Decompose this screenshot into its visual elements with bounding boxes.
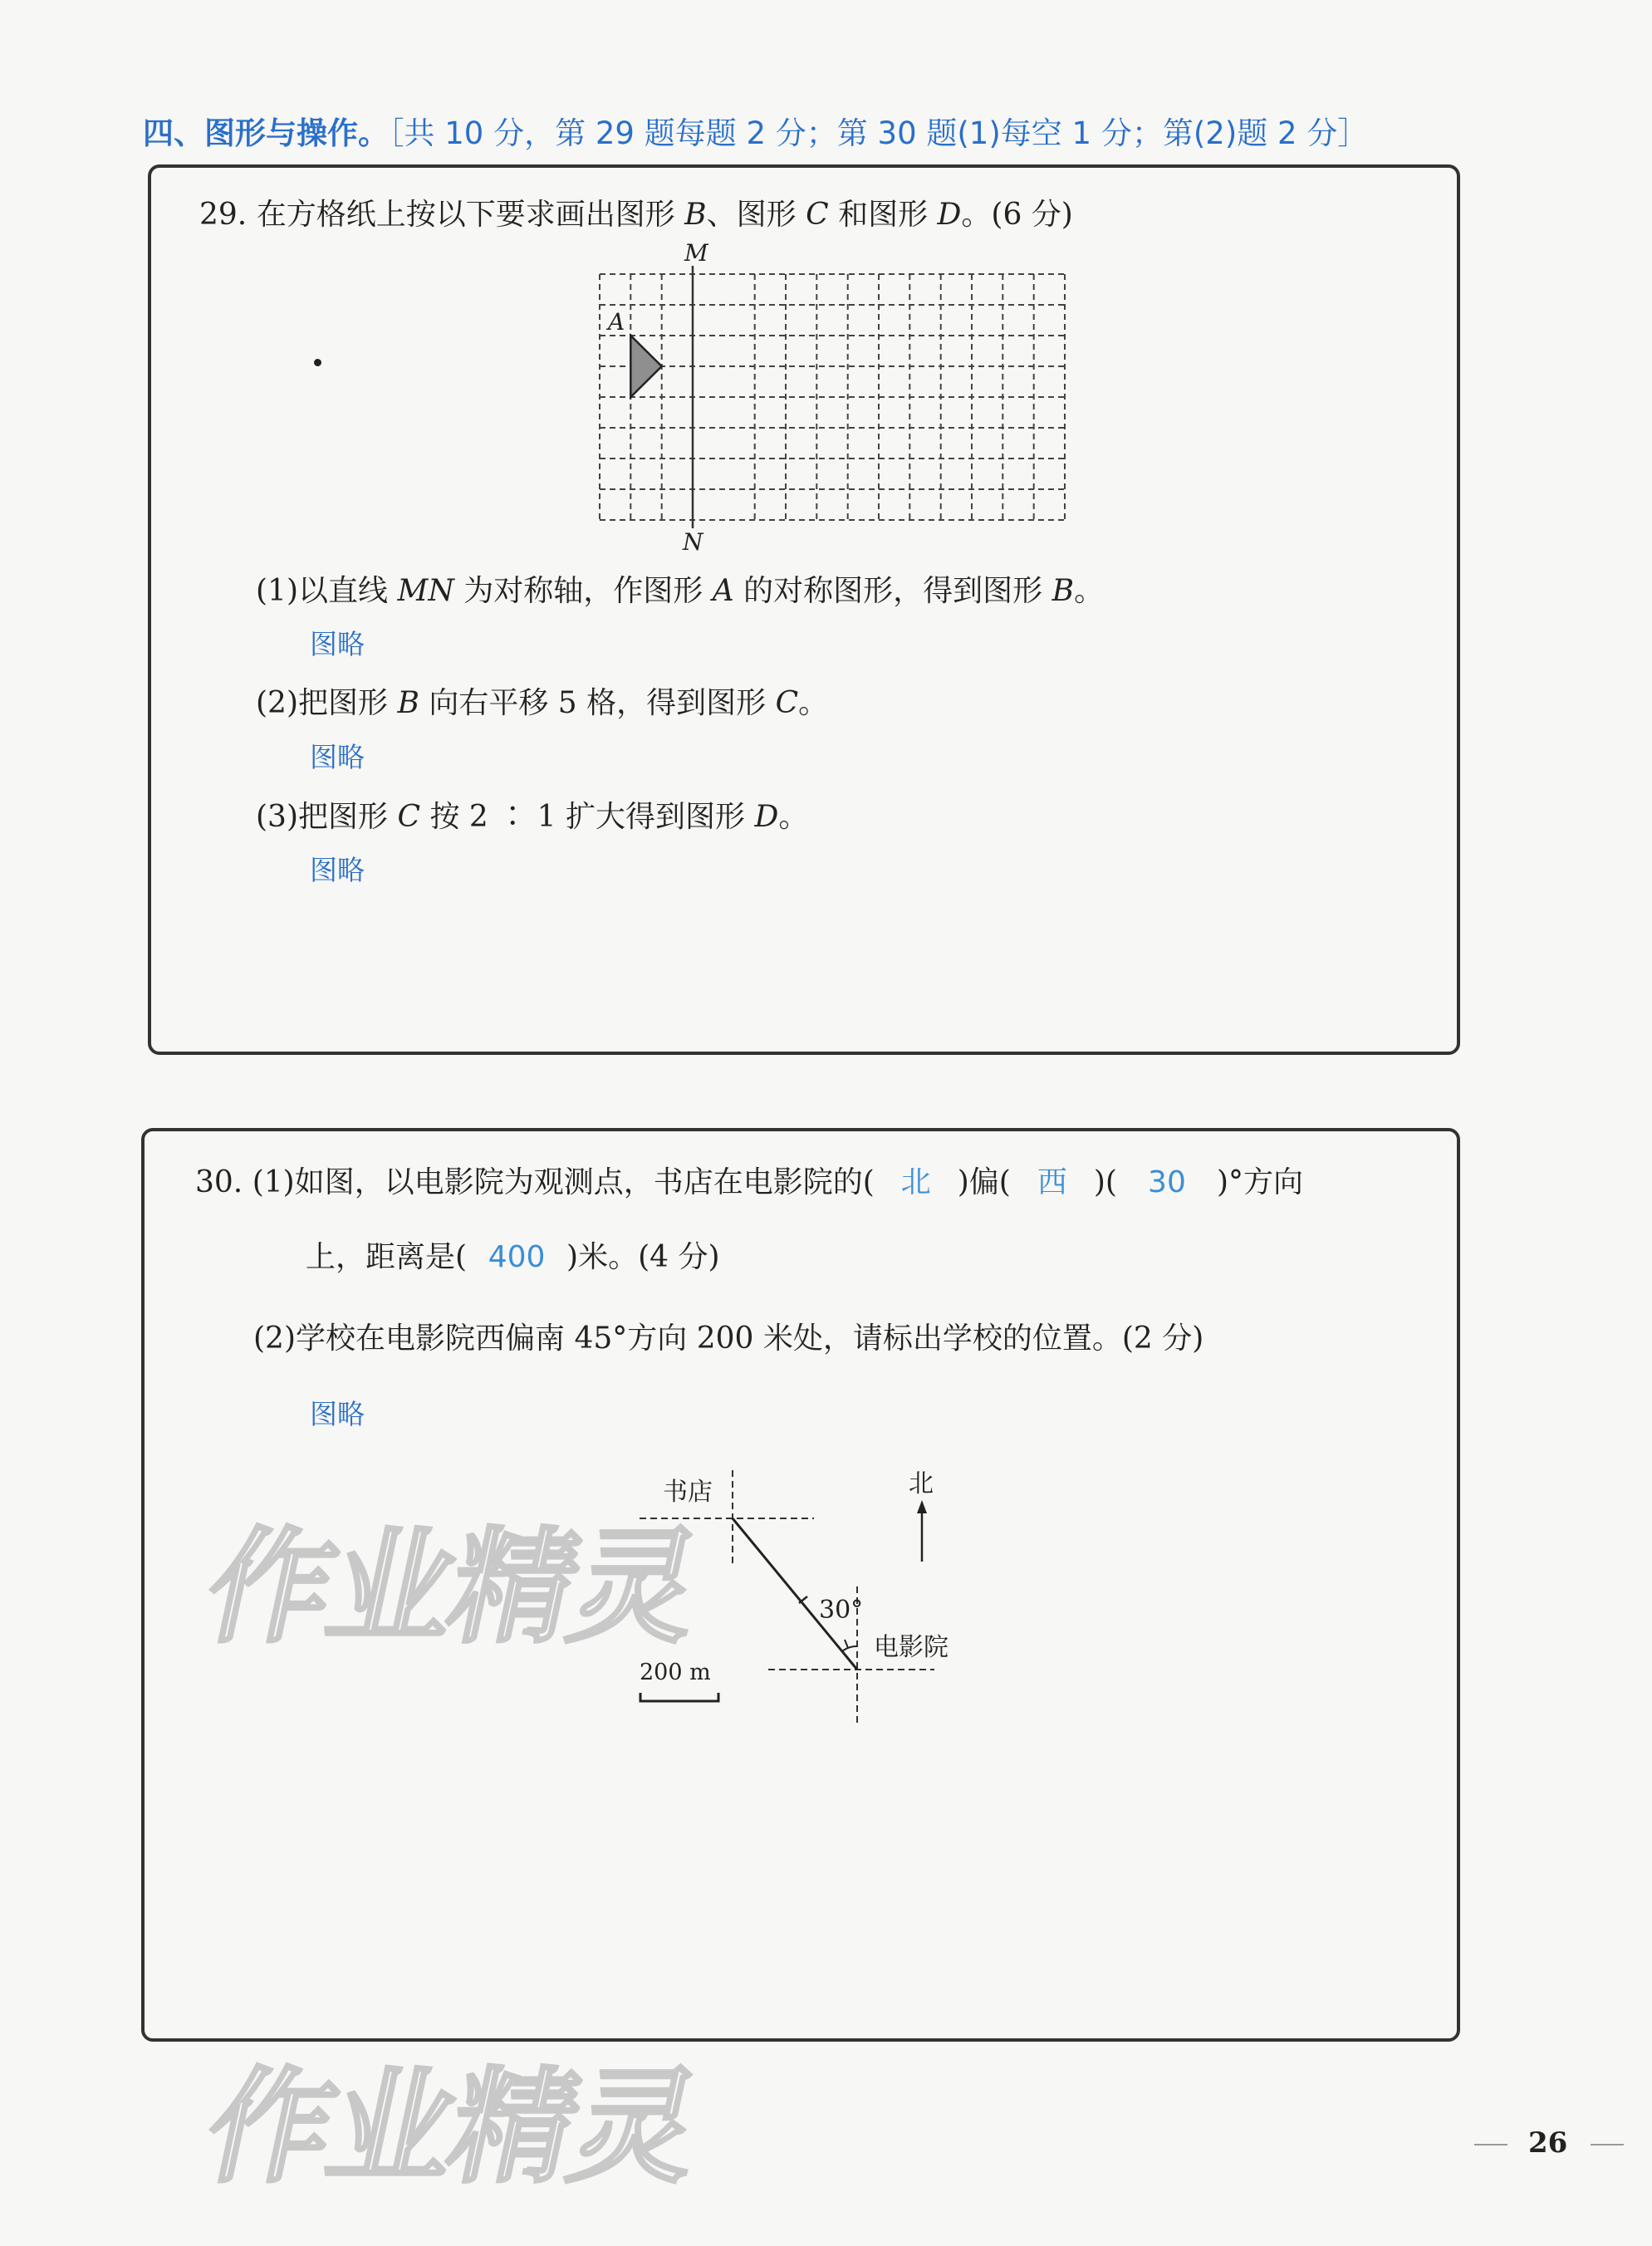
angle-arc: [842, 1646, 857, 1651]
answer-blank-3: 30: [1148, 1165, 1186, 1199]
q29-sub3-answer: 图略: [310, 854, 365, 886]
section-points: ［共 10 分，第 29 题每题 2 分；第 30 题(1)每空 1 分；第(2)题 2 分］: [389, 115, 1369, 151]
reference-dot: [314, 359, 321, 366]
q30-number: 30.: [195, 1165, 243, 1199]
q29-sub3: (3)把图形 C 按 2 ∶ 1 扩大得到图形 D。: [256, 800, 809, 834]
q29-sub1-answer: 图略: [310, 628, 365, 660]
north-arrow-head: [917, 1500, 927, 1513]
watermark-logo-1: 作业精灵: [194, 1516, 710, 1660]
q29-stem: 29. 在方格纸上按以下要求画出图形 B、图形 C 和图形 D。(6 分): [199, 198, 1073, 232]
shape-a: [630, 336, 661, 397]
section-title: [143, 108, 1368, 153]
label-north: 北: [909, 1469, 934, 1498]
label-a: A: [608, 308, 625, 336]
q30-sub2-answer: 图略: [310, 1398, 365, 1430]
page-number-rule-right: [1591, 2144, 1624, 2145]
label-m: M: [684, 241, 708, 267]
q29-number: 29.: [199, 198, 248, 232]
angle-tick: [845, 1640, 848, 1648]
label-scale: 200 m: [640, 1660, 711, 1685]
grid-figure: [581, 241, 1080, 557]
label-angle: 30°: [819, 1596, 864, 1625]
label-cinema: 电影院: [874, 1633, 949, 1662]
q29-sub2-answer: 图略: [310, 741, 365, 773]
scale-bar: [640, 1693, 718, 1701]
page-number: 26: [1528, 2126, 1568, 2160]
q29-sub2: (2)把图形 B 向右平移 5 格，得到图形 C。: [256, 686, 829, 720]
section-label: 四、图形与操作。: [143, 115, 389, 151]
q29-sub1: (1)以直线 MN 为对称轴，作图形 A 的对称图形，得到图形 B。: [256, 574, 1105, 608]
label-bookstore: 书店: [663, 1478, 713, 1507]
grid-lines: [600, 274, 1065, 520]
watermark-logo-2: 作业精灵: [194, 2056, 710, 2200]
answer-blank-4: 400: [488, 1240, 546, 1274]
page-number-rule-left: [1474, 2144, 1507, 2145]
q30-sub2: (2)学校在电影院西偏南 45°方向 200 米处，请标出学校的位置。(2 分): [253, 1322, 1204, 1356]
direction-line: [733, 1518, 857, 1670]
q30-line1: 30. (1)如图，以电影院为观测点，书店在电影院的( 北 )偏( 西 )( 30 )°方向: [195, 1159, 1303, 1201]
answer-blank-2: 西: [1037, 1165, 1067, 1199]
q30-line2: 上，距离是( 400 )米。(4 分): [306, 1240, 720, 1274]
answer-blank-1: 北: [900, 1165, 931, 1199]
label-n: N: [683, 528, 703, 556]
